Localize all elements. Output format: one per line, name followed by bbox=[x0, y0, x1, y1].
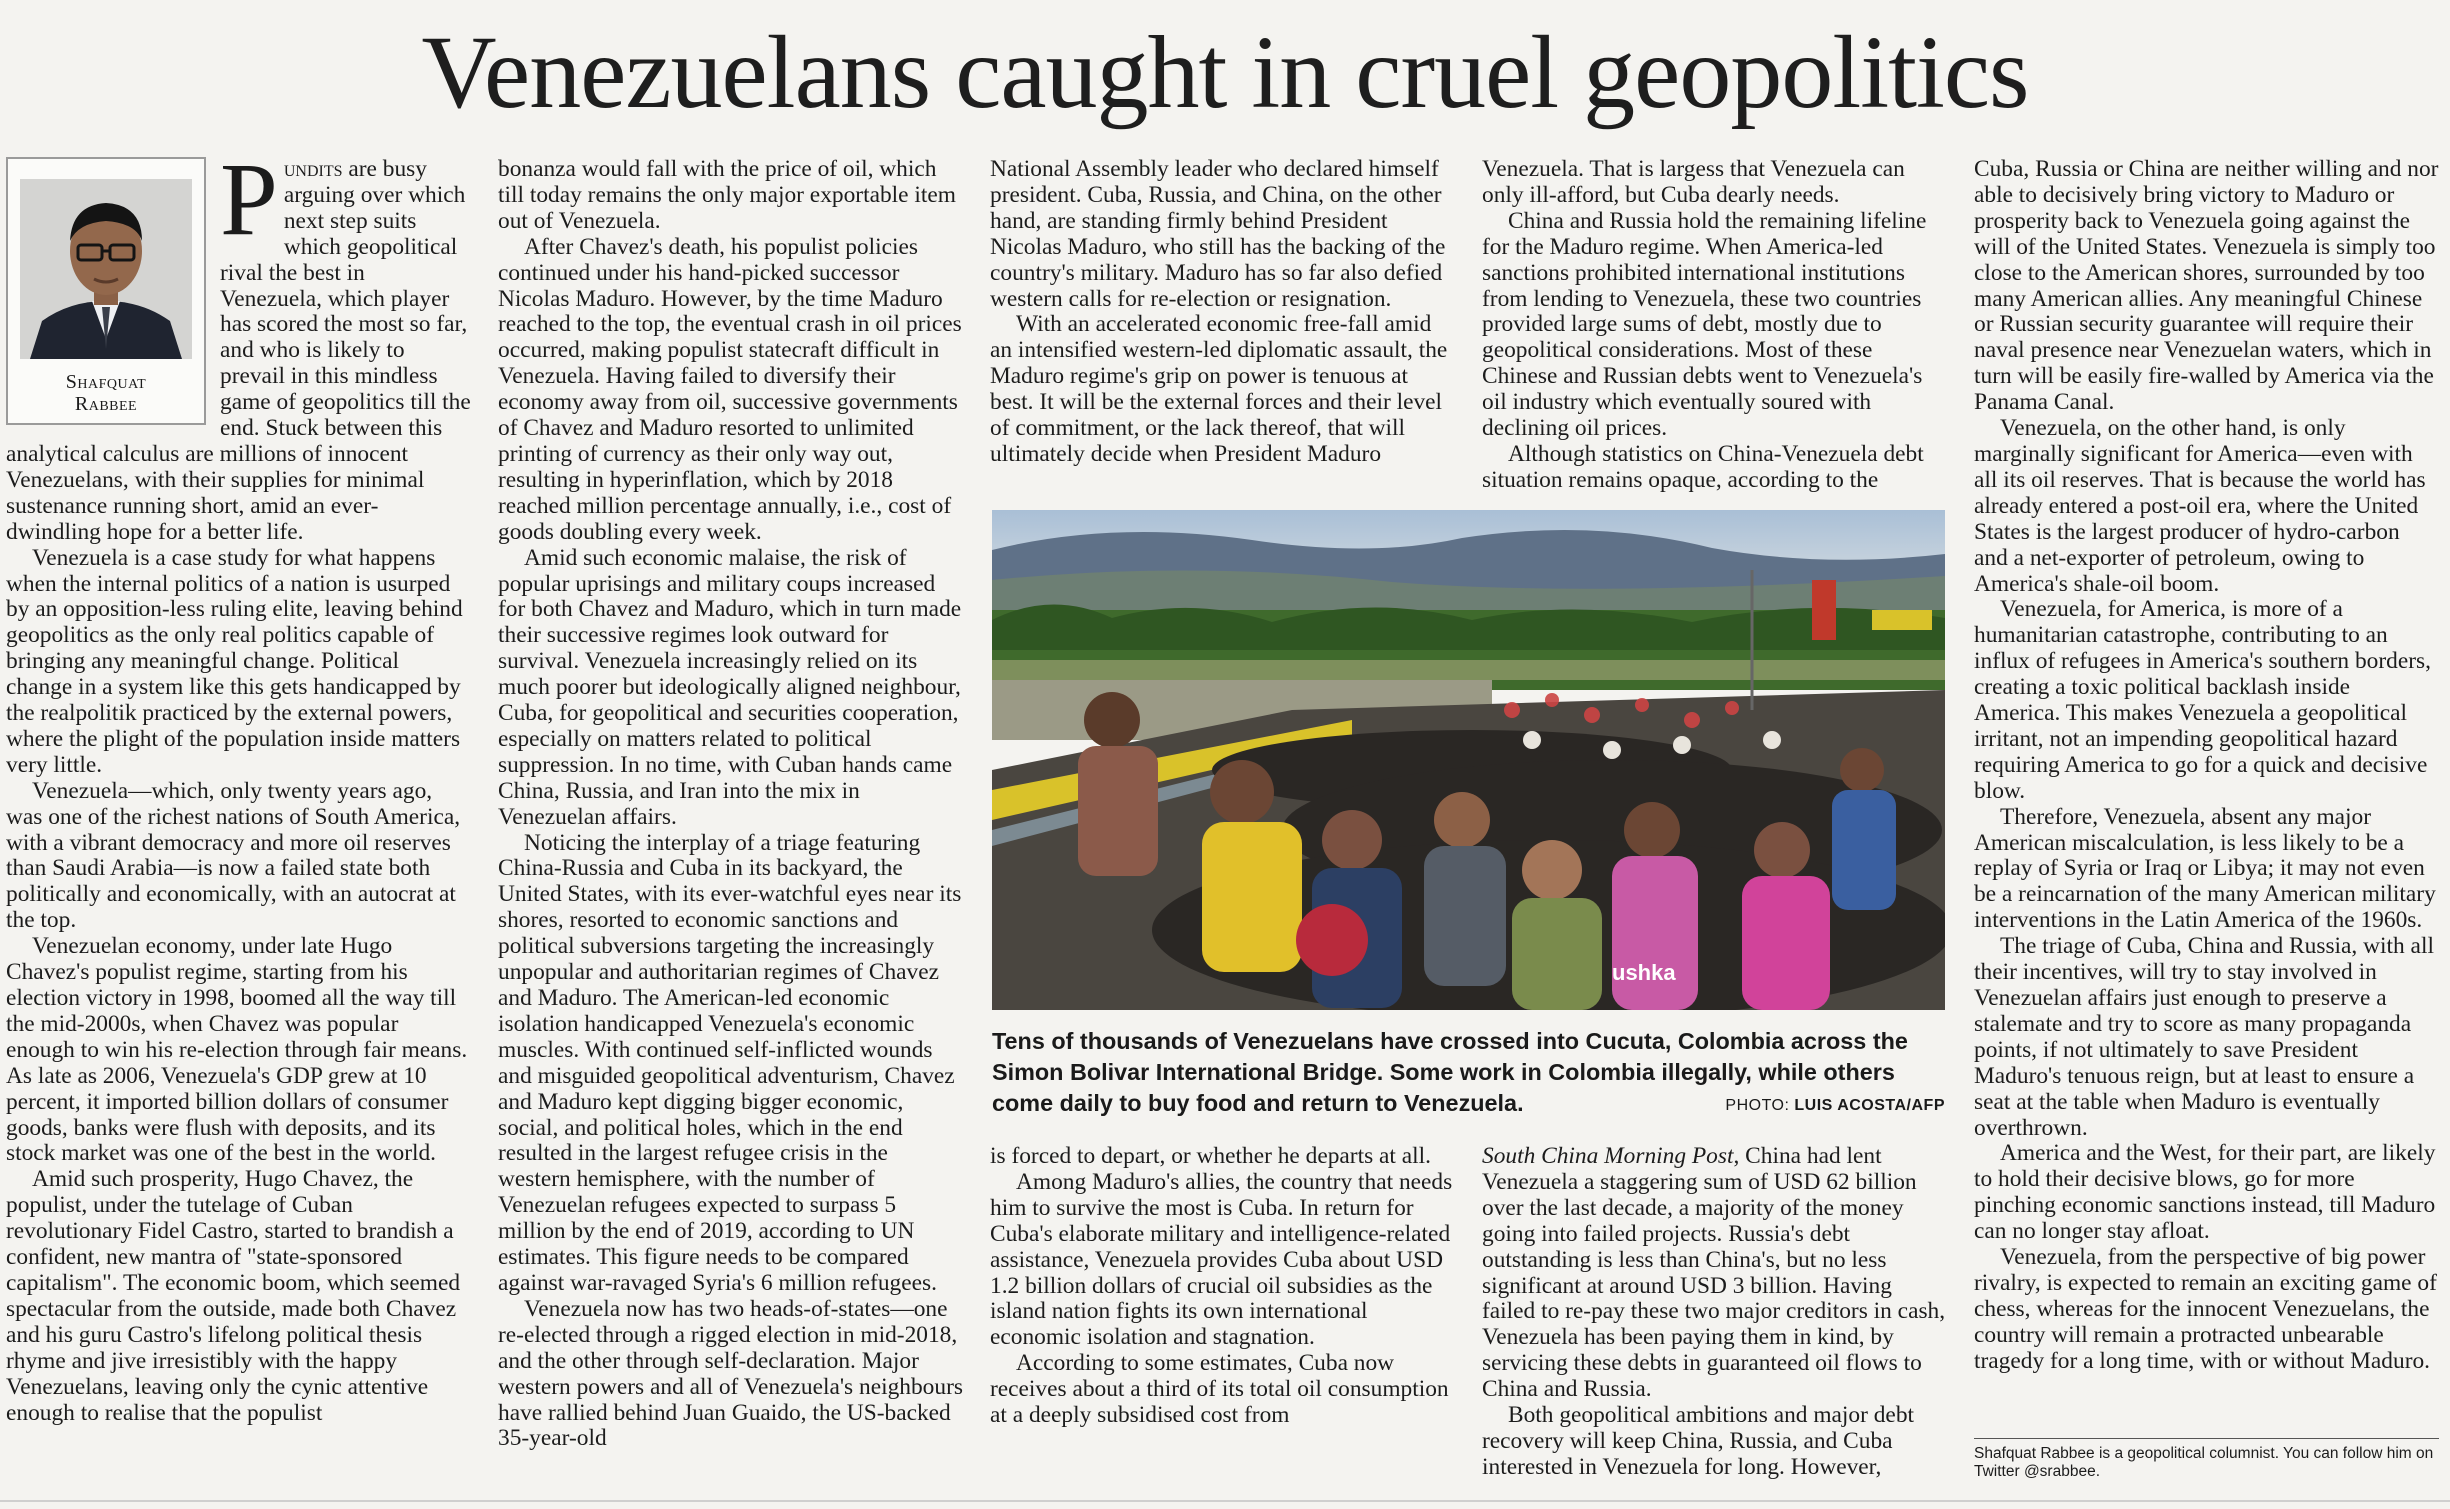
divider bbox=[0, 1500, 2450, 1502]
news-photo bbox=[992, 510, 1945, 1010]
paragraph: Venezuelan economy, under late Hugo Chavez's populist regime, starting from his election victory in 1998, boomed all the way till the mid-2000s, when Chavez was popular enough to win his re-election through fair means. As late as 2006, Venezuela's GDP grew at 10 percent, it imported billion dollars of consumer goods, banks were flush with deposits, and its stock market was one of the best in the world. bbox=[6, 933, 468, 1167]
photo-credit bbox=[1600, 1097, 1945, 1115]
shirt-text: ushka bbox=[1612, 960, 1676, 985]
border-crossing-photo bbox=[992, 510, 1945, 1010]
lead-small-caps: undits bbox=[283, 157, 343, 182]
author-bio: Shafquat Rabbee is a geopolitical columnist. You can follow him on Twitter @srabbee. bbox=[1974, 1438, 2439, 1481]
author-portrait-image bbox=[20, 179, 192, 359]
author-last-name: Rabbee bbox=[74, 393, 138, 415]
paragraph: is forced to depart, or whether he departs at all. bbox=[990, 1144, 1431, 1169]
paragraph: bonanza would fall with the price of oil, which till today remains the only major exportable item out of Venezuela. bbox=[498, 157, 956, 234]
paragraph-text: , China had lent Venezuela a staggering sum of USD 62 billion over the last decade, a majority of the money going into failed projects. Russia's debt outstanding is less than China's, but no less significant at around USD 3 billion. Having failed to re-pay these two major creditors in cash, Venezuela has been paying them in kind, by servicing these debts in guaranteed oil flows to China and Russia. bbox=[1482, 1144, 1946, 1403]
paragraph: National Assembly leader who declared himself president. Cuba, Russia, and China, on the other hand, are standing firmly behind President Nicolas Maduro, who still has the backing of the country's military. Maduro has so far also defied western calls for re-election or resignation. bbox=[990, 157, 1446, 312]
column-2 bbox=[498, 157, 963, 1492]
author-name bbox=[8, 371, 204, 415]
column-3-top bbox=[990, 157, 1455, 497]
column-5 bbox=[1974, 157, 2439, 1427]
photo-credit-label: PHOTO: bbox=[1725, 1097, 1795, 1114]
author-photo bbox=[20, 179, 192, 359]
paragraph: Amid such economic malaise, the risk of popular uprisings and military coups increased for both Chavez and Maduro, which in turn made their successive regimes look outward for survival. Venezuela increasingly relied on its much poorer but ideologically aligned neighbour, Cuba, for geopolitical and securities cooperation, especially on matters related to political suppression. In no time, with Cuban hands came China, Russia, and Iran into the mix in Venezuelan affairs. bbox=[498, 544, 962, 830]
author-box bbox=[6, 157, 206, 425]
column-4-bottom bbox=[1482, 1144, 1947, 1484]
paragraph: Among Maduro's allies, the country that needs him to survive the most is Cuba. In return for Cuba's elaborate military and intelligence-related assistance, Venezuela provides Cuba about USD 1.2 billion dollars of crucial oil subsidies as the island nation fights its own international economic isolation and stagnation. bbox=[990, 1168, 1453, 1351]
paragraph: Amid such prosperity, Hugo Chavez, the populist, under the tutelage of Cuban revolutionary Fidel Castro, started to brandish a confident, new mantra of "state-sponsored capitalism". The economic boom, which seemed spectacular from the outside, made both Chavez and his guru Castro's lifelong political thesis rhyme and jive irresistibly with the happy Venezuelans, leaving only the cynic attentive enough to realise that the populist bbox=[6, 1166, 461, 1426]
paragraph: Venezuela. That is largess that Venezuela can only ill-afford, but Cuba dearly needs. bbox=[1482, 157, 1905, 208]
paragraph: China and Russia hold the remaining lifeline for the Maduro regime. When America-led sanctions prohibited international institutions from lending to Venezuela, these two countries provided large sums of debt, mostly due to geopolitical considerations. Most of these Chinese and Russian debts went to Venezuela's oil industry which eventually soured with declining oil prices. bbox=[1482, 207, 1927, 442]
photo-caption: Tens of thousands of Venezuelans have crossed into Cucuta, Colombia across the Simon Bolivar International Bridge. Some work in Colombia illegally, while others come daily to buy food and return to Venezuela. bbox=[992, 1028, 1908, 1116]
paragraph: Therefore, Venezuela, absent any major American miscalculation, is less likely to be a replay of Syria or Iraq or Libya; it may not even be a reincarnation of the many American military interventions in the Latin America of the 1960s. bbox=[1974, 803, 2436, 934]
paragraph: Venezuela, from the perspective of big power rivalry, is expected to remain an exciting game of chess, whereas for the innocent Venezuelans, the country will remain a protracted unbearable tragedy for a long time, with or without Maduro. bbox=[1974, 1244, 2437, 1374]
author-first-name: Shafquat bbox=[65, 371, 147, 393]
paragraph: America and the West, for their part, are likely to hold their decisive blows, go for more pinching economic sanctions instead, till Maduro can no longer stay afloat. bbox=[1974, 1140, 2436, 1245]
paragraph: Venezuela, for America, is more of a humanitarian catastrophe, contributing to an influx of refugees in America's southern borders, creating a toxic political backlash inside America. This makes Venezuela a geopolitical irritant, not an impending geopolitical hazard requiring America to go for a quick and decisive blow. bbox=[1974, 596, 2431, 804]
paragraph: Although statistics on China-Venezuela debt situation remains opaque, according to the bbox=[1482, 440, 1924, 493]
paragraph: Cuba, Russia or China are neither willing and nor able to decisively bring victory to Maduro or prosperity back to Venezuela going against the will of the United States. Venezuela is simply too close to the American shores, surrounded by too many American allies. Any meaningful Chinese or Russian security guarantee will require their naval presence near Venezuelan waters, which in turn will be easily fire-walled by America via the Panama Canal. bbox=[1974, 157, 2439, 416]
paragraph: Noticing the interplay of a triage featuring China-Russia and Cuba in its backyard, the United States, with its ever-watchful eyes near its shores, resorted to economic sanctions and political subversions targeting the increasingly unpopular and authoritarian regimes of Chavez and Maduro. The American-led economic isolation handicapped Venezuela's economic muscles. With continued self-inflicted wounds and misguided geopolitical adventurism, Chavez and Maduro kept digging bigger economic, social, and political holes, which in the end resulted in the largest refugee crisis in the western hemisphere, with the number of Venezuelan refugees expected to surpass 5 million by the end of 2019, according to UN estimates. This figure needs to be compared against war-ravaged Syria's 6 million refugees. bbox=[498, 829, 962, 1296]
paragraph: After Chavez's death, his populist policies continued under his hand-picked successor Nicolas Maduro. However, by the time Maduro reached to the top, the eventual crash in oil prices occurred, making populist statecraft difficult in Venezuela. Having failed to diversify their economy away from oil, successive governments of Chavez and Maduro resorted to unlimited printing of currency as their only way out, resulting in hyperinflation, which by 2018 reached million percentage annually, i.e., cost of goods doubling every week. bbox=[498, 233, 962, 545]
paragraph bbox=[1482, 1144, 1947, 1403]
column-3-bottom bbox=[990, 1144, 1455, 1484]
headline: Venezuelans caught in cruel geopolitics bbox=[421, 15, 2029, 130]
paragraph: Both geopolitical ambitions and major debt recovery will keep China, Russia, and Cuba interested in Venezuela for long. However, bbox=[1482, 1402, 1915, 1480]
lead-text: are busy arguing over which next step suits which geopolitical rival the best in Venezuela, which player has scored the most so far, and who is likely to prevail in this mindless game of geopolitics till the end. Stuck between this analytical calculus are millions of innocent Venezuelans, with their supplies for minimal sustenance running short, amid an ever-dwindling hope for a better life. bbox=[6, 157, 471, 545]
paragraph: Venezuela—which, only twenty years ago, was one of the richest nations of South America, with a vibrant democracy and more oil reserves than Saudi Arabia—is now a failed state both politically and economically, with an autocrat at the top. bbox=[6, 777, 461, 934]
photo-credit-name: LUIS ACOSTA/AFP bbox=[1794, 1097, 1945, 1114]
paragraph: Venezuela now has two heads-of-states—one re-elected through a rigged election in mid-2018, and the other through self-declaration. Major western powers and all of Venezuela's neighbours have rallied behind Juan Guaido, the US-backed 35-year-old bbox=[498, 1295, 963, 1452]
paragraph: Venezuela, on the other hand, is only marginally significant for America—even with all its oil reserves. That is because the world has already entered a post-oil era, where the United States is the largest producer of hydro-carbon and a net-exporter of petroleum, owing to America's shale-oil boom. bbox=[1974, 415, 2426, 597]
drop-cap: P bbox=[220, 157, 278, 257]
column-1 bbox=[6, 157, 471, 1492]
paragraph: According to some estimates, Cuba now receives about a third of its total oil consumption at a deeply subsidised cost from bbox=[990, 1350, 1449, 1429]
paragraph: Venezuela is a case study for what happens when the internal politics of a nation is usurped by an opposition-less ruling elite, leaving behind geopolitics as the only real politics capable of bringing any meaningful change. Political change in a system like this gets handicapped by the realpolitik practiced by the external powers, where the plight of the population inside matters very little. bbox=[6, 544, 463, 778]
publication-name: South China Morning Post bbox=[1482, 1144, 1734, 1169]
paragraph: With an accelerated economic free-fall amid an intensified western-led diplomatic assault, the Maduro regime's grip on power is tenuous at best. It will be the external forces and their level of commitment, or the lack thereof, that will ultimately decide when President Maduro bbox=[990, 311, 1448, 467]
paragraph: The triage of Cuba, China and Russia, with all their incentives, will try to stay involved in Venezuelan affairs just enough to preserve a stalemate and try to score as many propaganda points, if not ultimately to save President Maduro's tenuous reign, but at least to ensure a seat at the table when Maduro is eventually overthrown. bbox=[1974, 933, 2434, 1141]
column-4-top bbox=[1482, 157, 1947, 497]
